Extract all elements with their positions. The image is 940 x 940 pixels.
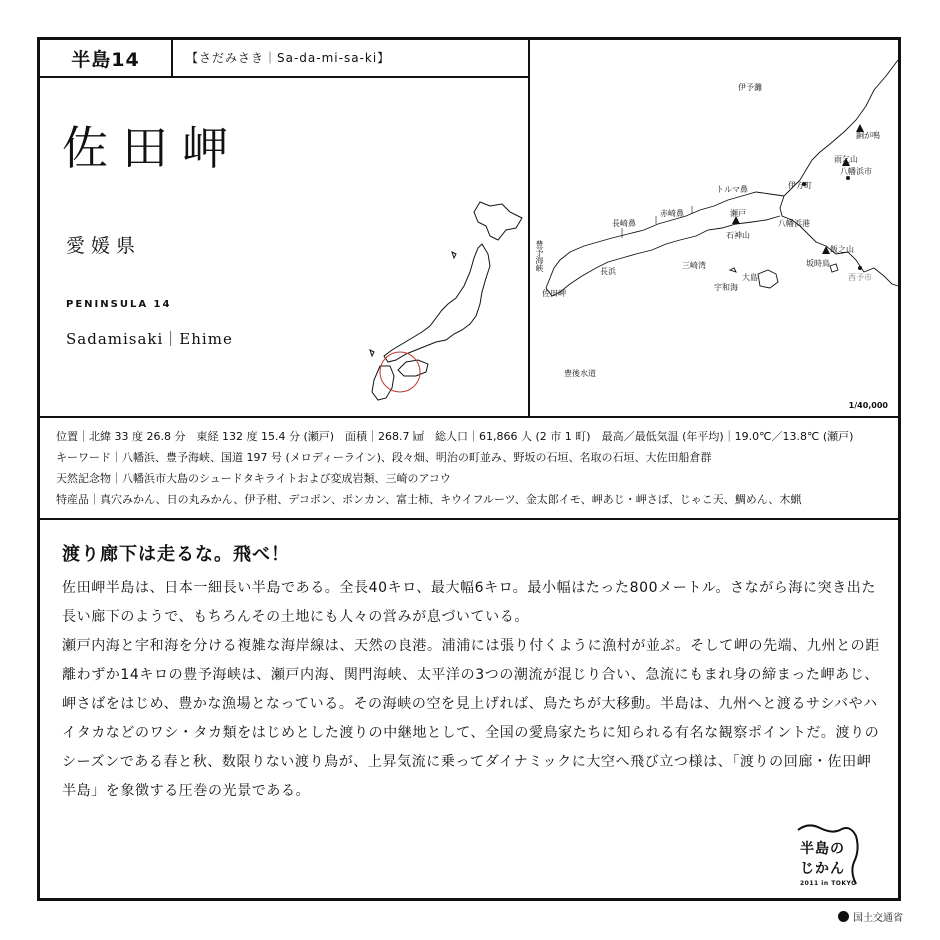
divider-horizontal-1 bbox=[40, 416, 898, 418]
map-label-mezonoyama: 飯之山 bbox=[830, 245, 854, 254]
page-title: 佐田岬 bbox=[62, 121, 242, 175]
japan-outline-map bbox=[330, 200, 530, 410]
map-label-hoyo-kaikyo: 豊予海峡 bbox=[535, 240, 544, 272]
divider-horizontal-2 bbox=[40, 518, 898, 520]
map-label-uwakai: 宇和海 bbox=[714, 283, 738, 292]
prefecture-name: 愛媛県 bbox=[66, 235, 142, 257]
map-label-nagahama: 長浜 bbox=[600, 267, 616, 276]
facts-keywords: キーワード｜八幡浜、豊予海峡、国道 197 号 (メロディーライン)、段々畑、明治の町並み、野坂の石垣、名取の石垣、大佐田船倉群 bbox=[56, 451, 712, 464]
map-label-nagasakibana: 長崎鼻 bbox=[612, 219, 636, 228]
coastline-drawing bbox=[530, 40, 898, 416]
map-scale: 1/40,000 bbox=[848, 401, 888, 410]
facts-block bbox=[56, 426, 886, 510]
reading-text: 【さだみさき｜Sa-da-mi-sa-ki】 bbox=[186, 51, 391, 65]
facts-location: 位置｜北緯 33 度 26.8 分 東経 132 度 15.4 分 (瀬戸) 面積｜268.7 ㎢ 総人口｜61,866 人 (2 市 1 町) 最高／最低気温 (年平均)｜19.0℃／13.8℃ (瀬戸) bbox=[56, 430, 854, 443]
peninsula-label-en: PENINSULA 14 bbox=[66, 299, 172, 310]
map-label-sakanotoge: 坂時鳥 bbox=[806, 259, 830, 268]
map-label-sadamisaki: 佐田岬 bbox=[542, 289, 566, 298]
map-label-ishigamiyama: 石神山 bbox=[726, 231, 750, 240]
map-label-seiyoshi: 西予市 bbox=[848, 273, 872, 282]
logo-line-1: 半島の bbox=[800, 841, 845, 857]
facts-specialties: 特産品｜真穴みかん、日の丸みかん、伊予柑、デコポン、ポンカン、富士柿、キウイフルーツ、金太郎イモ、岬あじ・岬さば、じゃこ天、鯛めん、木蝋 bbox=[56, 493, 802, 506]
regional-map bbox=[530, 40, 898, 416]
peninsula-number-badge: 半島14 bbox=[40, 40, 173, 76]
map-label-misaki-bay: 三崎湾 bbox=[682, 261, 706, 270]
card-header bbox=[40, 40, 528, 78]
map-label-akazakibana: 赤崎鼻 bbox=[660, 209, 684, 218]
peninsula-card bbox=[37, 37, 901, 901]
map-label-seto: 瀬戸 bbox=[730, 209, 746, 218]
map-label-amagoyama: 雨乞山 bbox=[834, 155, 858, 164]
hanto-no-jikan-logo bbox=[780, 802, 880, 892]
map-label-oshima: 大島 bbox=[742, 273, 758, 282]
article-body bbox=[62, 574, 884, 806]
ministry-logo-icon bbox=[838, 911, 849, 922]
map-label-bungo-suido: 豊後水道 bbox=[564, 369, 596, 378]
ministry-credit bbox=[838, 909, 903, 924]
map-label-iyokata: 伊方町 bbox=[788, 181, 812, 190]
article-headline: 渡り廊下は走るな。飛べ！ bbox=[62, 544, 290, 565]
facts-natural-monuments: 天然記念物｜八幡浜市大島のシュードタキライトおよび変成岩類、三崎のアコウ bbox=[56, 472, 451, 485]
article-paragraph-2: 瀬戸内海と宇和海を分ける複雑な海岸線は、天然の良港。浦浦には張り付くように漁村が並ぶ。そして岬の先端、九州との距離わずか14キロの豊予海峡は、瀬戸内海、関門海峡、太平洋の3つの潮流が混じり合い、急流にもまれ身の締まった岬あじ、岬さばをはじめ、豊かな漁場となっている。その海峡の空を見上げれば、鳥たちが大移動。半島は、九州へと渡るサシバやハイタカなどのワシ・タカ類をはじめとした渡りの中継地として、全国の愛鳥家たちに知られる有名な観察ポイントだ。渡りのシーズンである春と秋、数限りない渡り鳥が、上昇気流に乗ってダイナミックに大空へ飛び立つ様は、「渡りの回廊・佐田岬半島」を象徴する圧巻の光景である。 bbox=[62, 638, 880, 799]
map-label-yawatahama: 八幡浜市 bbox=[840, 167, 872, 176]
logo-line-3: 2011 in TOKYO bbox=[800, 880, 857, 887]
map-label-torumajima: トルマ鼻 bbox=[716, 185, 748, 194]
map-label-dogashima: 銅が鳴 bbox=[856, 131, 880, 140]
map-label-iyonada: 伊予灘 bbox=[738, 83, 762, 92]
logo-line-2: じかん bbox=[800, 861, 845, 877]
map-label-yawatahama-port: 八幡浜港 bbox=[778, 219, 810, 228]
ministry-name: 国土交通省 bbox=[853, 913, 903, 924]
name-en: Sadamisaki｜Ehime bbox=[66, 330, 233, 348]
article-paragraph-1: 佐田岬半島は、日本一細長い半島である。全長40キロ、最大幅6キロ。最小幅はたった800メートル。さながら海に突き出た長い廊下のようで、もちろんその土地にも人々の営みが息づいている。 bbox=[62, 580, 876, 625]
